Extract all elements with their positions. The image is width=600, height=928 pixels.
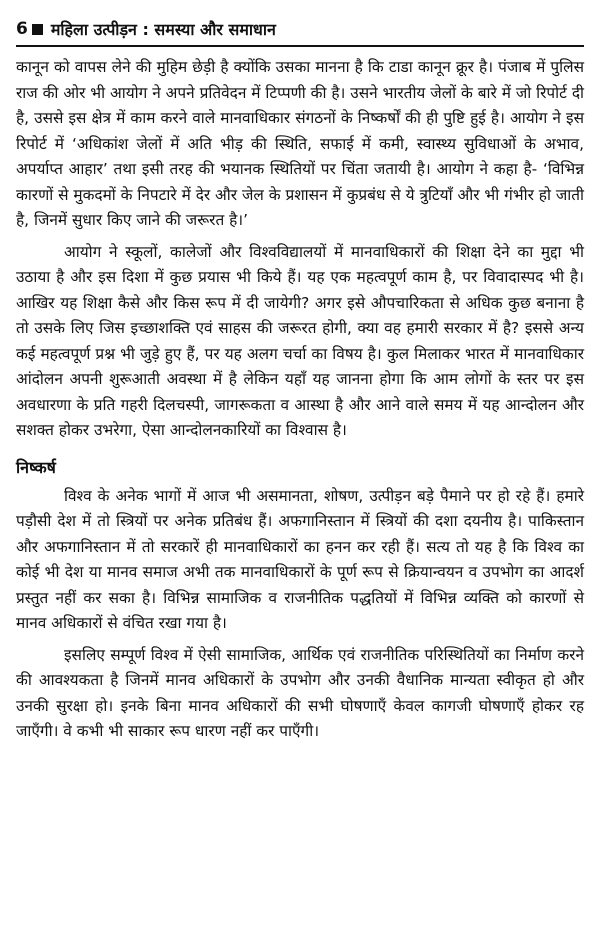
page-number: 6 xyxy=(16,19,28,39)
section-heading: निष्कर्ष xyxy=(16,457,56,477)
page-header xyxy=(16,18,584,47)
paragraph: विश्व के अनेक भागों में आज भी असमानता, शोषण, उत्पीड़न बड़े पैमाने पर हो रहे हैं। हमारे पड़ौसी देश में तो स्त्रियों पर अनेक प्रतिबंध हैं। अफगानिस्तान में स्त्रियों की दशा दयनीय है। पाकिस्तान और अफगानिस्तान में तो सरकारें ही मानवाधिकारों का हनन कर रही हैं। सत्य तो यह है कि विश्व का कोई भी देश या मानव समाज अभी तक मानवाधिकारों के पूर्ण रूप से क्रियान्वयन व उपभोग का आदर्श प्रस्तुत नहीं कर सका है। विभिन्न सामाजिक व राजनीतिक पद्धतियों में विभिन्न व्यक्ति को कारणों से मानव अधिकारों से वंचित रखा गया है। xyxy=(16,486,584,632)
paragraph: आयोग ने स्कूलों, कालेजों और विश्वविद्यालयों में मानवाधिकारों की शिक्षा देने का मुद्दा भी उठाया है और इस दिशा में कुछ प्रयास भी किये हैं। यह एक महत्वपूर्ण काम है, पर विवादास्पद भी है। आखिर यह शिक्षा कैसे और किस रूप में दी जायेगी? अगर इसे औपचारिकता से अधिक कुछ बनाना है तो उसके लिए जिस इच्छाशक्ति एवं साहस की जरूरत होगी, क्या वह हमारी सरकार में है? इससे अन्य कई महत्वपूर्ण प्रश्न भी जुड़े हुए हैं, पर यह अलग चर्चा का विषय है। कुल मिलाकर भारत में मानवाधिकार आंदोलन अपनी शुरूआती अवस्था में है लेकिन यहाँ यह जानना होगा कि आम लोगों के स्तर पर इस अवधारणा के प्रति गहरी दिलचस्पी, जागरूकता व आस्था है और आने वाले समय में यह आन्दोलन और सशक्त होकर उभरेगा, ऐसा आन्दोलनकारियों का विश्वास है। xyxy=(16,242,584,439)
paragraph: इसलिए सम्पूर्ण विश्व में ऐसी सामाजिक, आर्थिक एवं राजनीतिक परिस्थितियों का निर्माण करने की आवश्यकता है जिनमें मानव अधिकारों के उपभोग और उनकी वैधानिक मान्यता स्वीकृत हो और उनकी सुरक्षा हो। इनके बिना मानव अधिकारों की सभी घोषणाएँ केवल कागजी घोषणाएँ होकर रह जाएँगी। वे कभी भी साकार रूप धारण नहीं कर पाएँगी। xyxy=(16,645,584,740)
paragraph-continued: कानून को वापस लेने की मुहिम छेड़ी है क्योंकि उसका मानना है कि टाडा कानून क्रूर है। पंजाब में पुलिस राज की ओर भी आयोग ने अपने प्रतिवेदन में टिप्पणी की है। उसने भारतीय जेलों के बारे में जो रिपोर्ट दी है, उससे इस क्षेत्र में काम करने वाले मानवाधिकार संगठनों के निष्कर्षों की ही पुष्टि हुई है। आयोग ने इस रिपोर्ट में ‘अधिकांश जेलों में अति भीड़ की स्थिति, सफाई में कमी, स्वास्थ्य सुविधाओं के अभाव, अपर्याप्त आहार’ तथा इसी तरह की भयानक स्थितियों पर चिंता जतायी है। आयोग ने कहा है- ‘विभिन्न कारणों से मुकदमों के निपटारे में देर और जेल के प्रशासन में कुप्रबंध से ये त्रुटियाँ और भी गंभीर हो जाती है, जिनमें सुधार किए जाने की जरूरत है।’ xyxy=(16,58,584,229)
running-title: महिला उत्पीड़न : समस्या और समाधान xyxy=(50,20,276,39)
square-bullet-icon xyxy=(32,24,43,35)
